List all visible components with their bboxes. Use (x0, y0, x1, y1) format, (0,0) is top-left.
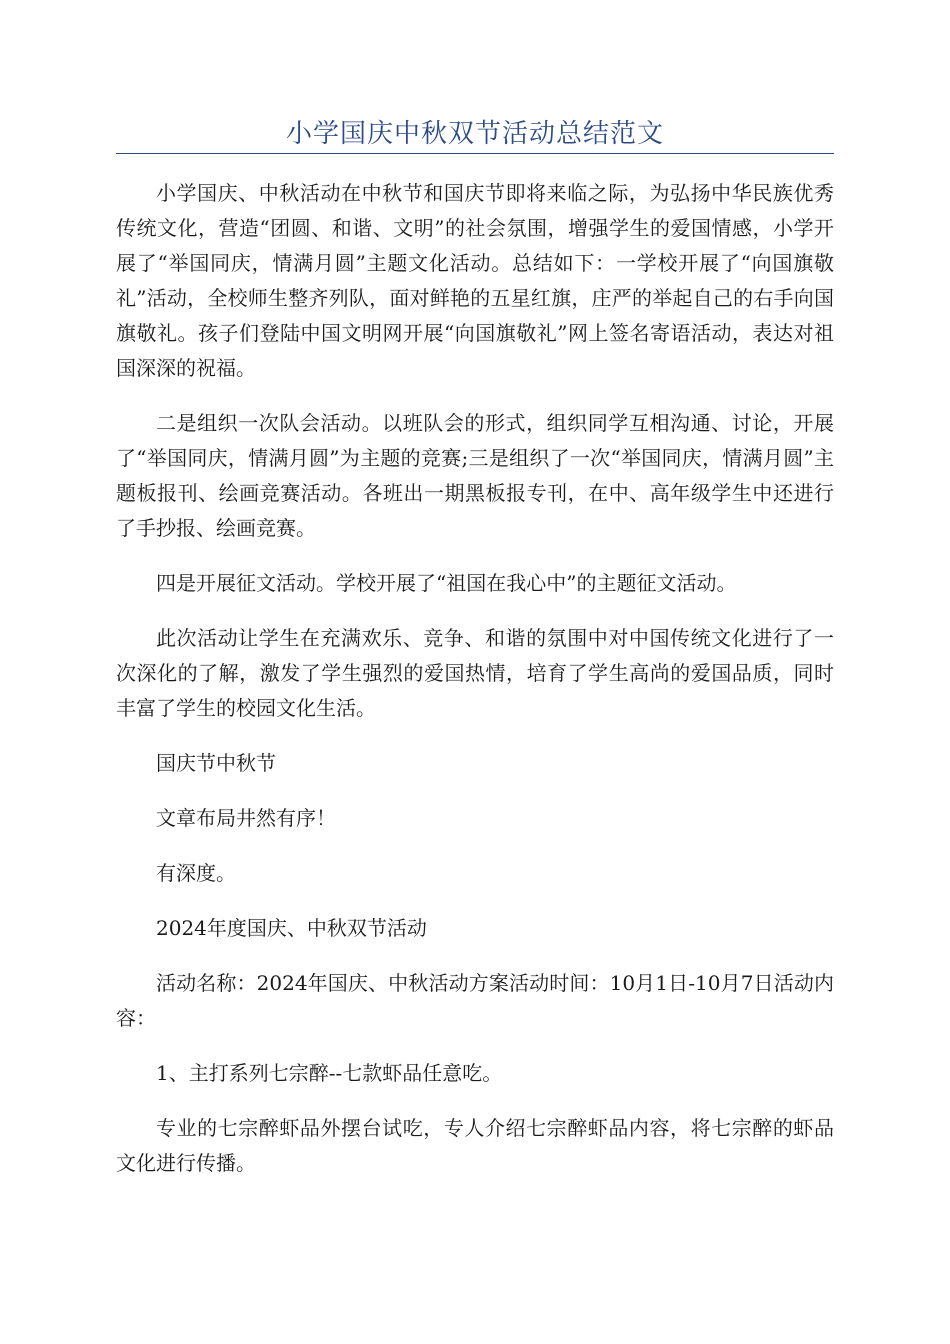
paragraph: 1、主打系列七宗醉--七款虾品任意吃。 (156, 1061, 503, 1085)
paragraph: 国庆节中秋节 (156, 751, 276, 775)
paragraph: 2024年度国庆、中秋双节活动 (156, 916, 427, 940)
title-underline (116, 153, 834, 154)
paragraph: 小学国庆、中秋活动在中秋节和国庆节即将来临之际，为弘扬中华民族优秀传统文化，营造“团圆、和谐、文明”的社会氛围，增强学生的爱国情感，小学开展了“举国同庆，情满月圆”主题文化活动。总结如下：一学校开展了“向国旗敬礼”活动，全校师生整齐列队，面对鲜艳的五星红旗，庄严的举起自己的右手向国旗敬礼。孩子们登陆中国文明网开展“向国旗敬礼”网上签名寄语活动，表达对祖国深深的祝福。 (116, 181, 834, 380)
paragraph: 二是组织一次队会活动。以班队会的形式，组织同学互相沟通、讨论，开展了“举国同庆，情满月圆”为主题的竞赛;三是组织了一次“举国同庆，情满月圆”主题板报刊、绘画竞赛活动。各班出一期黑板报专刊，在中、高年级学生中还进行了手抄报、绘画竞赛。 (116, 411, 834, 540)
paragraph: 专业的七宗醉虾品外摆台试吃，专人介绍七宗醉虾品内容，将七宗醉的虾品文化进行传播。 (116, 1116, 834, 1175)
paragraph: 有深度。 (156, 861, 236, 885)
paragraph: 此次活动让学生在充满欢乐、竞争、和谐的氛围中对中国传统文化进行了一次深化的了解，激发了学生强烈的爱国热情，培育了学生高尚的爱国品质，同时丰富了学生的校园文化生活。 (116, 626, 834, 720)
document-title: 小学国庆中秋双节活动总结范文 (285, 119, 664, 149)
paragraph: 文章布局井然有序！ (156, 806, 336, 830)
document-body (116, 176, 834, 1201)
paragraph: 四是开展征文活动。学校开展了“祖国在我心中”的主题征文活动。 (156, 571, 737, 595)
paragraph: 活动名称：2024年国庆、中秋活动方案活动时间：10月1日-10月7日活动内容： (116, 971, 834, 1030)
